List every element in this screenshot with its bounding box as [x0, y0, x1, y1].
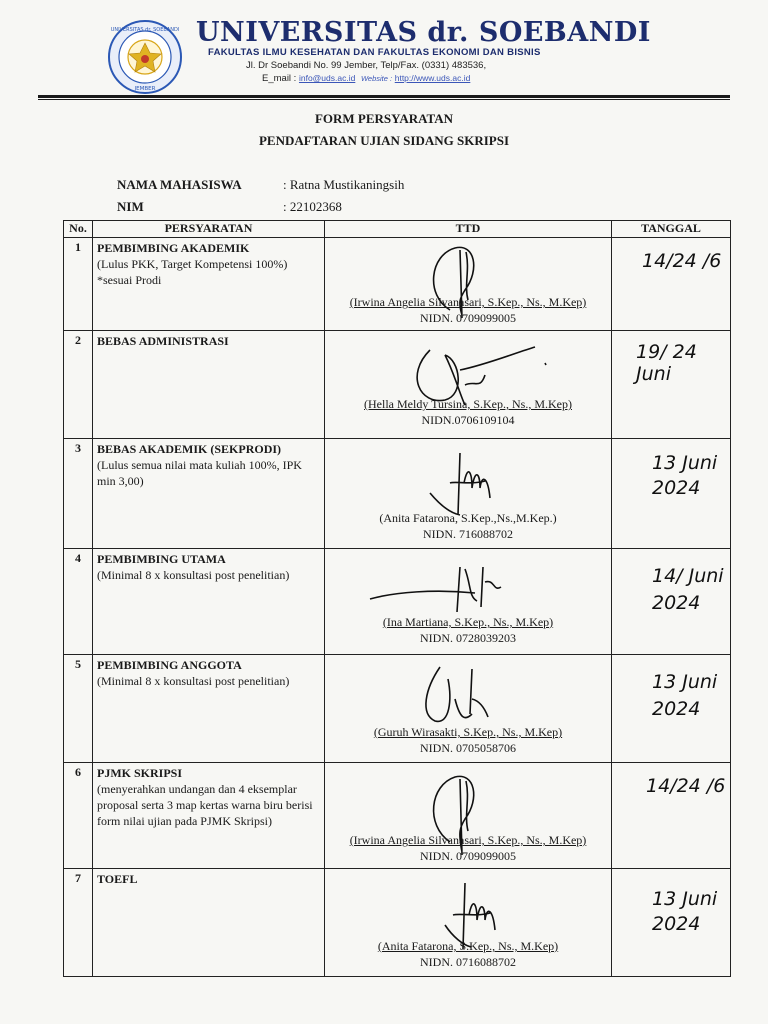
- handwritten-signature: [365, 557, 525, 617]
- header-date: TANGGAL: [612, 221, 731, 238]
- handwritten-signature: [410, 659, 500, 729]
- row-number: 7: [64, 869, 93, 977]
- table-row: [64, 869, 731, 977]
- handwritten-date: 13 Juni 2024: [652, 671, 718, 720]
- header-signature: TTD: [325, 221, 612, 238]
- handwritten-date: 13 Juni 2024: [652, 452, 718, 499]
- signature-cell: [325, 331, 612, 439]
- requirement-cell: [93, 439, 325, 549]
- student-nim-value: : 22102368: [283, 199, 342, 214]
- requirement-title: TOEFL: [97, 872, 138, 886]
- row-number: 3: [64, 439, 93, 549]
- table-row: [64, 655, 731, 763]
- requirement-title: PEMBIMBING ANGGOTA: [97, 658, 242, 672]
- requirement-title: BEBAS AKADEMIK (SEKPRODI): [97, 442, 282, 456]
- table-row: [64, 763, 731, 869]
- email-label: E_mail :: [262, 73, 297, 84]
- date-cell: [612, 331, 731, 439]
- signer-name: (Irwina Angelia Silvanasari, S.Kep., Ns., M.Kep): [349, 833, 587, 847]
- row-number: 6: [64, 763, 93, 869]
- date-cell: [612, 763, 731, 869]
- requirement-cell: [93, 549, 325, 655]
- requirement-desc: (Minimal 8 x konsultasi post penelitian): [97, 674, 290, 688]
- date-cell: [612, 549, 731, 655]
- signer-nidn: NIDN.0706109104: [421, 413, 515, 427]
- date-cell: [612, 238, 731, 331]
- signer-nidn: NIDN. 0705058706: [420, 741, 516, 755]
- student-name-value: : Ratna Mustikaningsih: [283, 177, 405, 192]
- faculties-line: FAKULTAS ILMU KESEHATAN DAN FAKULTAS EKONOMI DAN BISNIS: [208, 47, 541, 58]
- table-row: [64, 238, 731, 331]
- table-row: [64, 331, 731, 439]
- requirement-cell: [93, 869, 325, 977]
- requirement-cell: [93, 655, 325, 763]
- university-name: UNIVERSITAS dr. SOEBANDI: [196, 17, 651, 48]
- logo-text-top: UNIVERSITAS dr. SOEBANDI: [110, 27, 180, 33]
- signature-cell: [325, 655, 612, 763]
- requirement-title: PJMK SKRIPSI: [97, 766, 183, 780]
- contact-line: [262, 73, 470, 84]
- requirement-cell: [93, 763, 325, 869]
- table-row: [64, 549, 731, 655]
- signer-nidn: NIDN. 0728039203: [420, 631, 516, 645]
- requirement-desc: (Minimal 8 x konsultasi post penelitian): [97, 568, 290, 582]
- table-header-row: [64, 221, 731, 238]
- handwritten-date: 14/ Juni 2024: [652, 565, 724, 614]
- signer-name: (Anita Fatarona, S.Kep., Ns., M.Kep): [377, 939, 559, 953]
- requirements-table: [63, 220, 731, 977]
- row-number: 5: [64, 655, 93, 763]
- form-title: FORM PERSYARATAN: [314, 111, 454, 126]
- logo-text-bottom: JEMBER: [134, 86, 156, 92]
- signature-cell: [325, 549, 612, 655]
- header-requirement: PERSYARATAN: [93, 221, 325, 238]
- handwritten-date: 14/24 /6: [642, 250, 722, 272]
- signer-name: (Ina Martiana, S.Kep., Ns., M.Kep): [382, 615, 554, 629]
- website-link[interactable]: http://www.uds.ac.id: [394, 73, 471, 83]
- student-name-label: NAMA MAHASISWA: [117, 177, 242, 192]
- signer-name: (Guruh Wirasakti, S.Kep., Ns., M.Kep): [373, 725, 563, 739]
- signature-cell: [325, 439, 612, 549]
- signature-cell: [325, 869, 612, 977]
- requirement-title: BEBAS ADMINISTRASI: [97, 334, 229, 348]
- requirement-desc: (menyerahkan undangan dan 4 eksemplar proposal serta 3 map kertas warna biru berisi form nilai ujian pada PJMK Skripsi): [97, 782, 313, 828]
- signer-nidn: NIDN. 0709099005: [420, 311, 516, 325]
- requirement-title: PEMBIMBING UTAMA: [97, 552, 226, 566]
- requirement-title: PEMBIMBING AKADEMIK: [97, 241, 250, 255]
- signer-nidn: NIDN. 0709099005: [420, 849, 516, 863]
- form-subtitle: PENDAFTARAN UJIAN SIDANG SKRIPSI: [258, 133, 510, 148]
- signer-nidn: NIDN. 716088702: [423, 527, 513, 541]
- email-link[interactable]: info@uds.ac.id: [298, 73, 356, 83]
- table-row: [64, 439, 731, 549]
- requirement-cell: [93, 238, 325, 331]
- requirement-desc: (Lulus semua nilai mata kuliah 100%, IPK min 3,00): [97, 458, 302, 488]
- header-no: No.: [64, 221, 93, 238]
- header-divider-thick: [38, 95, 730, 98]
- date-cell: [612, 655, 731, 763]
- requirement-cell: [93, 331, 325, 439]
- signer-name: (Irwina Angelia Silvanasari, S.Kep., Ns., M.Kep): [349, 295, 587, 309]
- handwritten-date: 19/ 24 Juni: [636, 341, 697, 385]
- row-number: 4: [64, 549, 93, 655]
- date-cell: [612, 869, 731, 977]
- row-number: 1: [64, 238, 93, 331]
- handwritten-date: 13 Juni 2024: [652, 888, 718, 935]
- handwritten-date: 14/24 /6: [646, 775, 726, 797]
- requirement-desc: (Lulus PKK, Target Kompetensi 100%) *sesuai Prodi: [97, 257, 288, 287]
- university-logo: [107, 19, 183, 95]
- signature-cell: [325, 238, 612, 331]
- row-number: 2: [64, 331, 93, 439]
- date-cell: [612, 439, 731, 549]
- signer-name: (Anita Fatarona, S.Kep.,Ns.,M.Kep.): [379, 511, 557, 525]
- signature-cell: [325, 763, 612, 869]
- address-line: Jl. Dr Soebandi No. 99 Jember, Telp/Fax. (0331) 483536,: [246, 60, 487, 71]
- header-divider-thin: [38, 99, 730, 100]
- signer-name: (Hella Meldy Tursina, S.Kep., Ns., M.Kep): [364, 397, 572, 411]
- signer-nidn: NIDN. 0716088702: [420, 955, 516, 969]
- website-label: Website :: [360, 74, 393, 83]
- student-nim-label: NIM: [117, 199, 144, 214]
